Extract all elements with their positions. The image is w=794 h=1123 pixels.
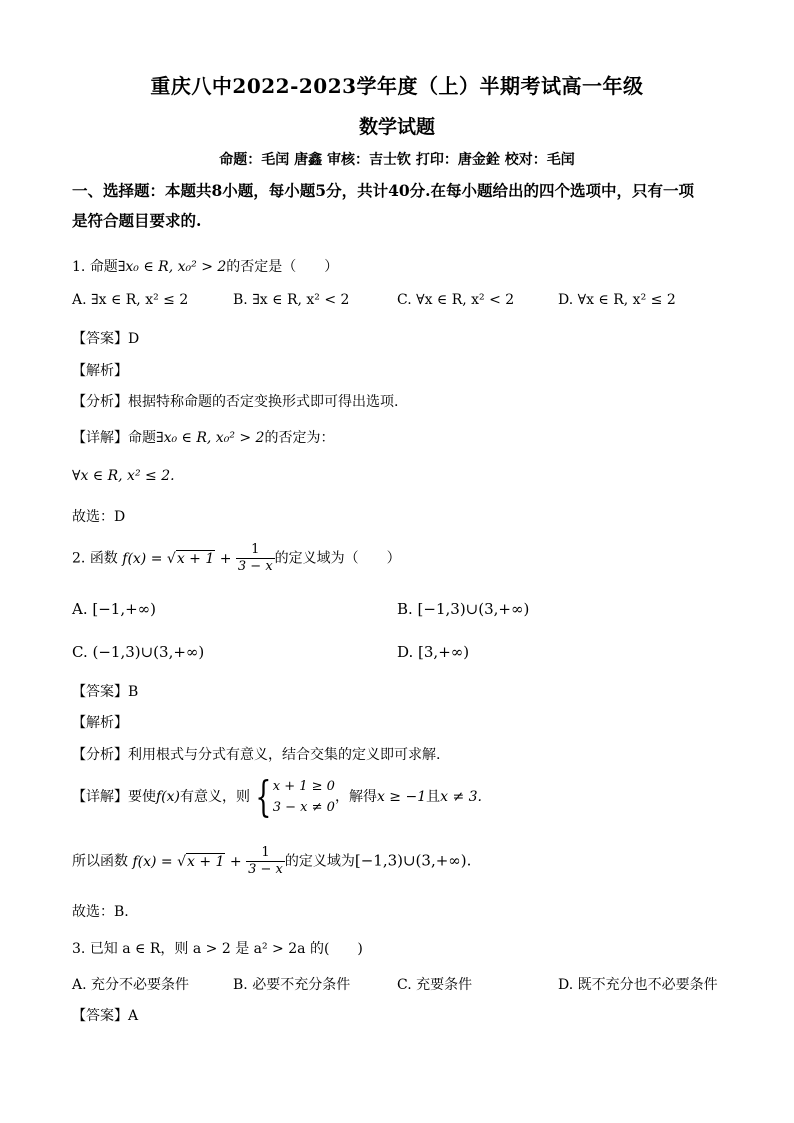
q1-stem-post: 的否定是（ ）	[226, 259, 339, 275]
q3-option-d: D. 既不充分也不必要条件	[558, 977, 718, 993]
q2-analysis-label: 【解析】	[72, 715, 128, 731]
q2-detail	[72, 772, 483, 821]
q1-option-d: D. ∀x ∈ R, x² ≤ 2	[558, 292, 676, 308]
q1-option-c: C. ∀x ∈ R, x² < 2	[397, 292, 515, 308]
section-heading-line2: 是符合题目要求的.	[72, 211, 202, 230]
q3-answer-value: A	[128, 1008, 139, 1024]
q2-stem-post: 的定义域为（ ）	[274, 550, 401, 567]
q2-conc-domain: [−1,3)∪(3,+∞).	[354, 851, 472, 870]
q1-answer	[72, 328, 139, 348]
section-heading-line1: 一、选择题：本题共8小题，每小题5分，共计40分.在每小题给出的四个选项中，只有一项	[72, 181, 695, 200]
q2-system	[273, 776, 335, 818]
q2-stem	[72, 542, 401, 575]
q2-fenxi-text: 利用根式与分式有意义，结合交集的定义即可求解.	[128, 747, 441, 763]
q3-number: 3.	[72, 941, 86, 957]
choose-label: 故选：	[72, 509, 114, 525]
q2-detail-sol2: x ≠ 3.	[440, 789, 483, 805]
answer-label: 【答案】	[72, 331, 128, 347]
q2-fenxi	[72, 744, 440, 764]
q1-detail-math: ∃x₀ ∈ R, x₀² > 2	[156, 430, 265, 446]
q1-option-b: B. ∃x ∈ R, x² < 2	[233, 292, 350, 308]
q1-choose	[72, 506, 125, 526]
choose-label: 故选：	[72, 904, 114, 920]
q2-detail-and: 且	[426, 789, 441, 805]
q1-detail-post: 的否定为：	[264, 430, 335, 446]
q1-detail	[72, 427, 334, 447]
q1-answer-value: D	[128, 331, 140, 347]
page-subtitle: 数学试题	[358, 116, 435, 138]
q2-conc-mid: 的定义域为	[284, 853, 355, 870]
q1-analysis-label: 【解析】	[72, 363, 128, 379]
fenxi-label: 【分析】	[72, 394, 128, 410]
q2-option-b: B. [−1,3)∪(3,+∞)	[397, 600, 530, 618]
authors-line: 命题：毛闰 唐鑫 审核：吉士钦 打印：唐金銓 校对：毛闰	[219, 152, 575, 168]
page-title: 重庆八中2022-2023学年度（上）半期考试高一年级	[150, 74, 644, 98]
q2-system-line1: x + 1 ≥ 0	[272, 779, 335, 794]
q2-conc-expr: f(x) = √x + 1 + $\frac{1}{3 - x}$	[132, 845, 283, 877]
q1-stem	[72, 256, 338, 276]
q1-option-a: A. ∃x ∈ R, x² ≤ 2	[72, 292, 189, 308]
q3-option-a: A. 充分不必要条件	[72, 977, 190, 993]
q2-option-a: A. [−1,+∞)	[72, 600, 157, 618]
q3-answer	[72, 1005, 138, 1025]
q2-stem-pre: 函数	[89, 550, 118, 567]
q2-detail-post: ，解得	[334, 789, 377, 805]
q1-number: 1.	[72, 259, 86, 275]
q3-stem	[72, 938, 363, 958]
q2-option-d: D. [3,+∞)	[397, 643, 470, 661]
answer-label: 【答案】	[72, 684, 128, 700]
q2-number: 2.	[72, 550, 86, 567]
q2-option-c: C. (−1,3)∪(3,+∞)	[72, 643, 205, 661]
q2-conclusion	[72, 845, 471, 878]
q1-result: ∀x ∈ R, x² ≤ 2.	[72, 468, 175, 484]
q2-answer-value: B	[128, 684, 139, 700]
q3-option-b: B. 必要不充分条件	[233, 977, 351, 993]
q2-system-brace: {	[255, 772, 272, 821]
q2-answer	[72, 681, 138, 701]
q1-stem-pre: 命题	[89, 259, 118, 275]
detail-label: 【详解】	[72, 789, 128, 805]
detail-label: 【详解】	[72, 430, 128, 446]
q1-fenxi-text: 根据特称命题的否定变换形式即可得出选项.	[128, 394, 399, 410]
q3-stem-text: 已知 a ∈ R，则 a > 2 是 a² > 2a 的( )	[89, 941, 363, 957]
q1-fenxi	[72, 391, 398, 411]
q2-detail-mid: 有意义，则	[180, 789, 251, 805]
fenxi-label: 【分析】	[72, 747, 128, 763]
q1-stem-math: ∃x₀ ∈ R, x₀² > 2	[117, 259, 227, 275]
q2-function-expr: f(x) = √x + 1 + $\frac{1}{3 - x}$	[122, 542, 273, 574]
q2-conc-pre: 所以函数	[72, 853, 128, 870]
q2-choose-value: B.	[114, 904, 129, 920]
q2-choose	[72, 901, 129, 921]
section-heading	[72, 176, 694, 236]
q2-detail-fx: f(x)	[156, 789, 181, 805]
q2-detail-sol1: x ≥ −1	[376, 789, 427, 805]
q2-detail-pre: 要使	[128, 789, 156, 805]
q1-choose-value: D	[114, 509, 126, 525]
q2-system-line2: 3 − x ≠ 0	[272, 800, 335, 815]
q1-detail-pre: 命题	[128, 430, 156, 446]
q3-option-c: C. 充要条件	[397, 977, 473, 993]
answer-label: 【答案】	[72, 1008, 128, 1024]
